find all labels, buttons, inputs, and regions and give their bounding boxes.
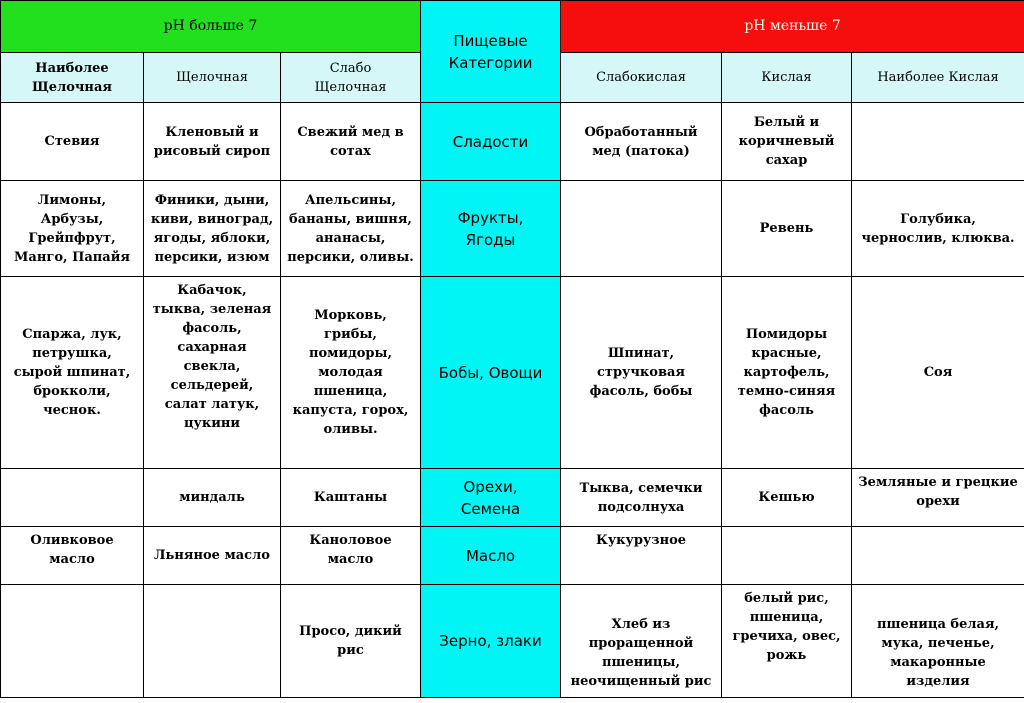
column-acidic: Кислая [722,53,852,103]
cell-most-alkaline [1,469,144,527]
cell-alkaline: миндаль [144,469,281,527]
table-row [1,585,1024,698]
cell-most-alkaline: Спаржа, лук, петрушка, сырой шпинат, брокколи, чеснок. [1,277,144,469]
cell-alkaline [144,585,281,698]
cell-slightly-acidic: Шпинат, стручковая фасоль, бобы [561,277,722,469]
table-row [1,277,1024,469]
cell-most-alkaline: Стевия [1,103,144,181]
cell-alkaline: Финики, дыни, киви, виноград, ягоды, яблоки, персики, изюм [144,181,281,277]
cell-most-alkaline: Лимоны, Арбузы, Грейпфрут, Манго, Папайя [1,181,144,277]
cell-slightly-acidic: Тыква, семечки подсолнуха [561,469,722,527]
cell-most-alkaline [1,585,144,698]
cell-acidic: Помидоры красные, картофель, темно-синяя фасоль [722,277,852,469]
cell-alkaline: Льняное масло [144,527,281,585]
cell-slightly-acidic: Хлеб из проращенной пшеницы, неочищенный рис [561,585,722,698]
cell-slightly-alkaline: Каноловое масло [281,527,421,585]
cell-most-acidic: Голубика, чернослив, клюква. [852,181,1024,277]
cell-most-acidic: Соя [852,277,1024,469]
column-most-acidic: Наиболее Кислая [852,53,1024,103]
category-cell: Зерно, злаки [421,585,561,698]
cell-most-acidic: Земляные и грецкие орехи [852,469,1024,527]
cell-most-acidic [852,527,1024,585]
category-cell: Сладости [421,103,561,181]
cell-acidic [722,527,852,585]
column-slightly-alkaline: Слабо Щелочная [281,53,421,103]
acidic-header: pH меньше 7 [561,1,1024,53]
cell-acidic: Белый и коричневый сахар [722,103,852,181]
table-row [1,181,1024,277]
cell-slightly-alkaline: Каштаны [281,469,421,527]
category-cell: Фрукты, Ягоды [421,181,561,277]
cell-acidic: белый рис, пшеница, гречиха, овес, рожь [722,585,852,698]
cell-slightly-acidic: Кукурузное [561,527,722,585]
table-row [1,469,1024,527]
category-cell: Орехи, Семена [421,469,561,527]
category-cell: Бобы, Овощи [421,277,561,469]
cell-slightly-acidic [561,181,722,277]
cell-acidic: Кешью [722,469,852,527]
column-most-alkaline: Наиболее Щелочная [1,53,144,103]
column-alkaline: Щелочная [144,53,281,103]
cell-acidic: Ревень [722,181,852,277]
cell-most-alkaline: Оливковое масло [1,527,144,585]
cell-slightly-alkaline: Просо, дикий рис [281,585,421,698]
table-row [1,103,1024,181]
category-header: Пищевые Категории [421,1,561,103]
cell-most-acidic: пшеница белая, мука, печенье, макаронные изделия [852,585,1024,698]
cell-slightly-alkaline: Свежий мед в сотах [281,103,421,181]
cell-alkaline: Кленовый и рисовый сироп [144,103,281,181]
category-cell: Масло [421,527,561,585]
cell-slightly-acidic: Обработанный мед (патока) [561,103,722,181]
column-slightly-acidic: Слабокислая [561,53,722,103]
cell-alkaline: Кабачок, тыква, зеленая фасоль, сахарная свекла, сельдерей, салат латук, цукини [144,277,281,469]
cell-slightly-alkaline: Морковь, грибы, помидоры, молодая пшеница, капуста, горох, оливы. [281,277,421,469]
cell-slightly-alkaline: Апельсины, бананы, вишня, ананасы, персики, оливы. [281,181,421,277]
alkaline-header: pH больше 7 [1,1,421,53]
table-row [1,527,1024,585]
cell-most-acidic [852,103,1024,181]
